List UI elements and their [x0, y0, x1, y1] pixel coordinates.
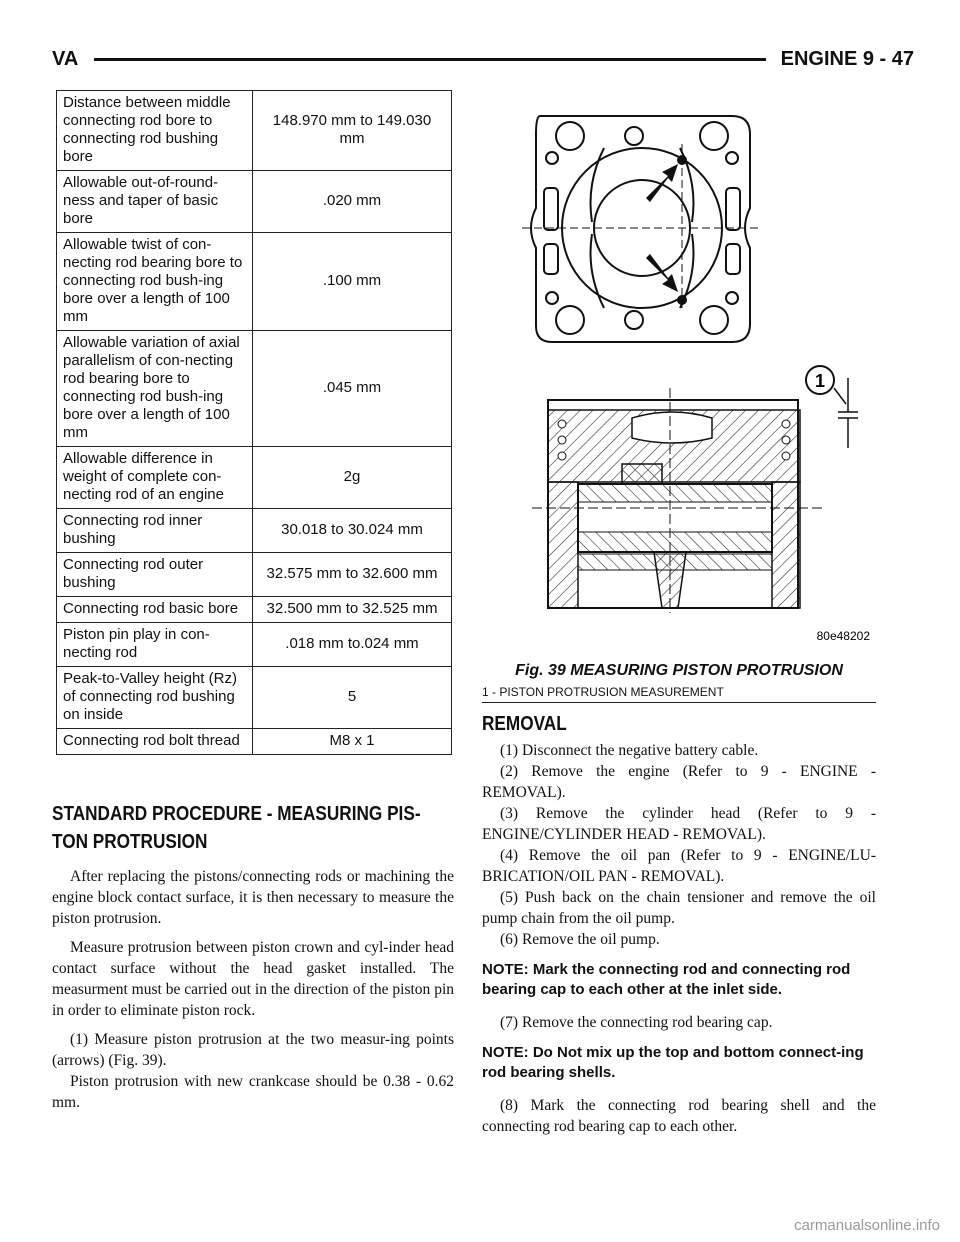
paragraph: Piston protrusion with new crankcase should be 0.38 - 0.62 mm.: [52, 1073, 454, 1111]
spec-value: .045 mm: [253, 331, 452, 447]
spec-param: Distance between middle connecting rod bore to connecting rod bushing bore: [57, 91, 253, 171]
paragraph: (1) Measure piston protrusion at the two measur-ing points (arrows) (Fig. 39).: [52, 1031, 454, 1069]
spec-value: 30.018 to 30.024 mm: [253, 509, 452, 553]
spec-param: Connecting rod outer bushing: [57, 553, 253, 597]
spec-param: Allowable twist of con-necting rod bearing bore to connecting rod bush-ing bore over a length of 100 mm: [57, 233, 253, 331]
page-header: [52, 44, 914, 74]
protrusion-dimension: [838, 378, 858, 448]
spec-table: [56, 90, 452, 755]
piston-cross-section: [532, 388, 822, 613]
manual-code: VA: [52, 48, 79, 70]
spec-param: Allowable difference in weight of complete con-necting rod of an engine: [57, 447, 253, 509]
table-row: [57, 91, 452, 171]
spec-value: 32.500 mm to 32.525 mm: [253, 597, 452, 623]
section-heading: REMOVAL: [482, 713, 567, 735]
callout-number: 1: [814, 371, 826, 391]
measurement-arrow-top: [646, 164, 678, 202]
section-heading: STANDARD PROCEDURE - MEASURING PIS-TON PROTRUSION: [52, 803, 421, 853]
step: (1) Disconnect the negative battery cable.: [500, 742, 759, 759]
table-row: [57, 729, 452, 755]
paragraph: After replacing the pistons/connecting rods or machining the engine block contact surface, it is then necessary to measure the piston protrusion.: [52, 868, 454, 927]
table-row: [57, 331, 452, 447]
step: (8) Mark the connecting rod bearing shell and the connecting rod bearing cap to each other.: [482, 1097, 876, 1135]
header-rule: [94, 58, 766, 61]
step: (4) Remove the oil pan (Refer to 9 - ENGINE/LU-BRICATION/OIL PAN - REMOVAL).: [482, 847, 876, 885]
measurement-arrow-bottom: [646, 254, 678, 292]
spec-value: 148.970 mm to 149.030 mm: [253, 91, 452, 171]
spec-param: Allowable out-of-round-ness and taper of basic bore: [57, 171, 253, 233]
spec-value: 32.575 mm to 32.600 mm: [253, 553, 452, 597]
spec-value: .100 mm: [253, 233, 452, 331]
step: (6) Remove the oil pump.: [500, 931, 660, 948]
removal-section: [482, 710, 876, 1137]
figure-code: 80e48202: [816, 629, 870, 643]
step: (3) Remove the cylinder head (Refer to 9 - ENGINE/CYLINDER HEAD - REMOVAL).: [482, 805, 876, 843]
step: (7) Remove the connecting rod bearing cap.: [500, 1014, 773, 1031]
table-row: [57, 509, 452, 553]
spec-value: .020 mm: [253, 171, 452, 233]
standard-procedure-section: [52, 800, 454, 1113]
spec-value: M8 x 1: [253, 729, 452, 755]
paragraph: Measure protrusion between piston crown and cyl-inder head contact surface without the head gasket installed. The measurment must be carried out in the direction of the piston pin in order to eliminate piston rock.: [52, 939, 454, 1019]
table-row: [57, 171, 452, 233]
watermark: carmanualsonline.info: [794, 1217, 940, 1234]
table-row: [57, 233, 452, 331]
step: (5) Push back on the chain tensioner and remove the oil pump chain from the oil pump.: [482, 889, 876, 927]
spec-value: 2g: [253, 447, 452, 509]
table-row: [57, 447, 452, 509]
spec-param: Connecting rod inner bushing: [57, 509, 253, 553]
spec-param: Allowable variation of axial parallelism of con-necting rod bearing bore to connecting rod bush-ing bore over a length of 100 mm: [57, 331, 253, 447]
piston-protrusion-figure: [482, 88, 876, 648]
figure-caption: Fig. 39 MEASURING PISTON PROTRUSION: [515, 662, 843, 679]
spec-value: .018 mm to.024 mm: [253, 623, 452, 667]
spec-param: Peak-to-Valley height (Rz) of connecting rod bushing on inside: [57, 667, 253, 729]
note: NOTE: Do Not mix up the top and bottom connect-ing rod bearing shells.: [482, 1044, 864, 1081]
spec-value: 5: [253, 667, 452, 729]
table-row: [57, 623, 452, 667]
note: NOTE: Mark the connecting rod and connecting rod bearing cap to each other at the inlet side.: [482, 961, 851, 998]
table-row: [57, 597, 452, 623]
spec-param: Connecting rod bolt thread: [57, 729, 253, 755]
spec-param: Connecting rod basic bore: [57, 597, 253, 623]
section-page: ENGINE 9 - 47: [780, 48, 914, 70]
step: (2) Remove the engine (Refer to 9 - ENGINE - REMOVAL).: [482, 763, 876, 801]
figure-legend: 1 - PISTON PROTRUSION MEASUREMENT: [482, 684, 876, 703]
table-row: [57, 553, 452, 597]
table-row: [57, 667, 452, 729]
spec-param: Piston pin play in con-necting rod: [57, 623, 253, 667]
